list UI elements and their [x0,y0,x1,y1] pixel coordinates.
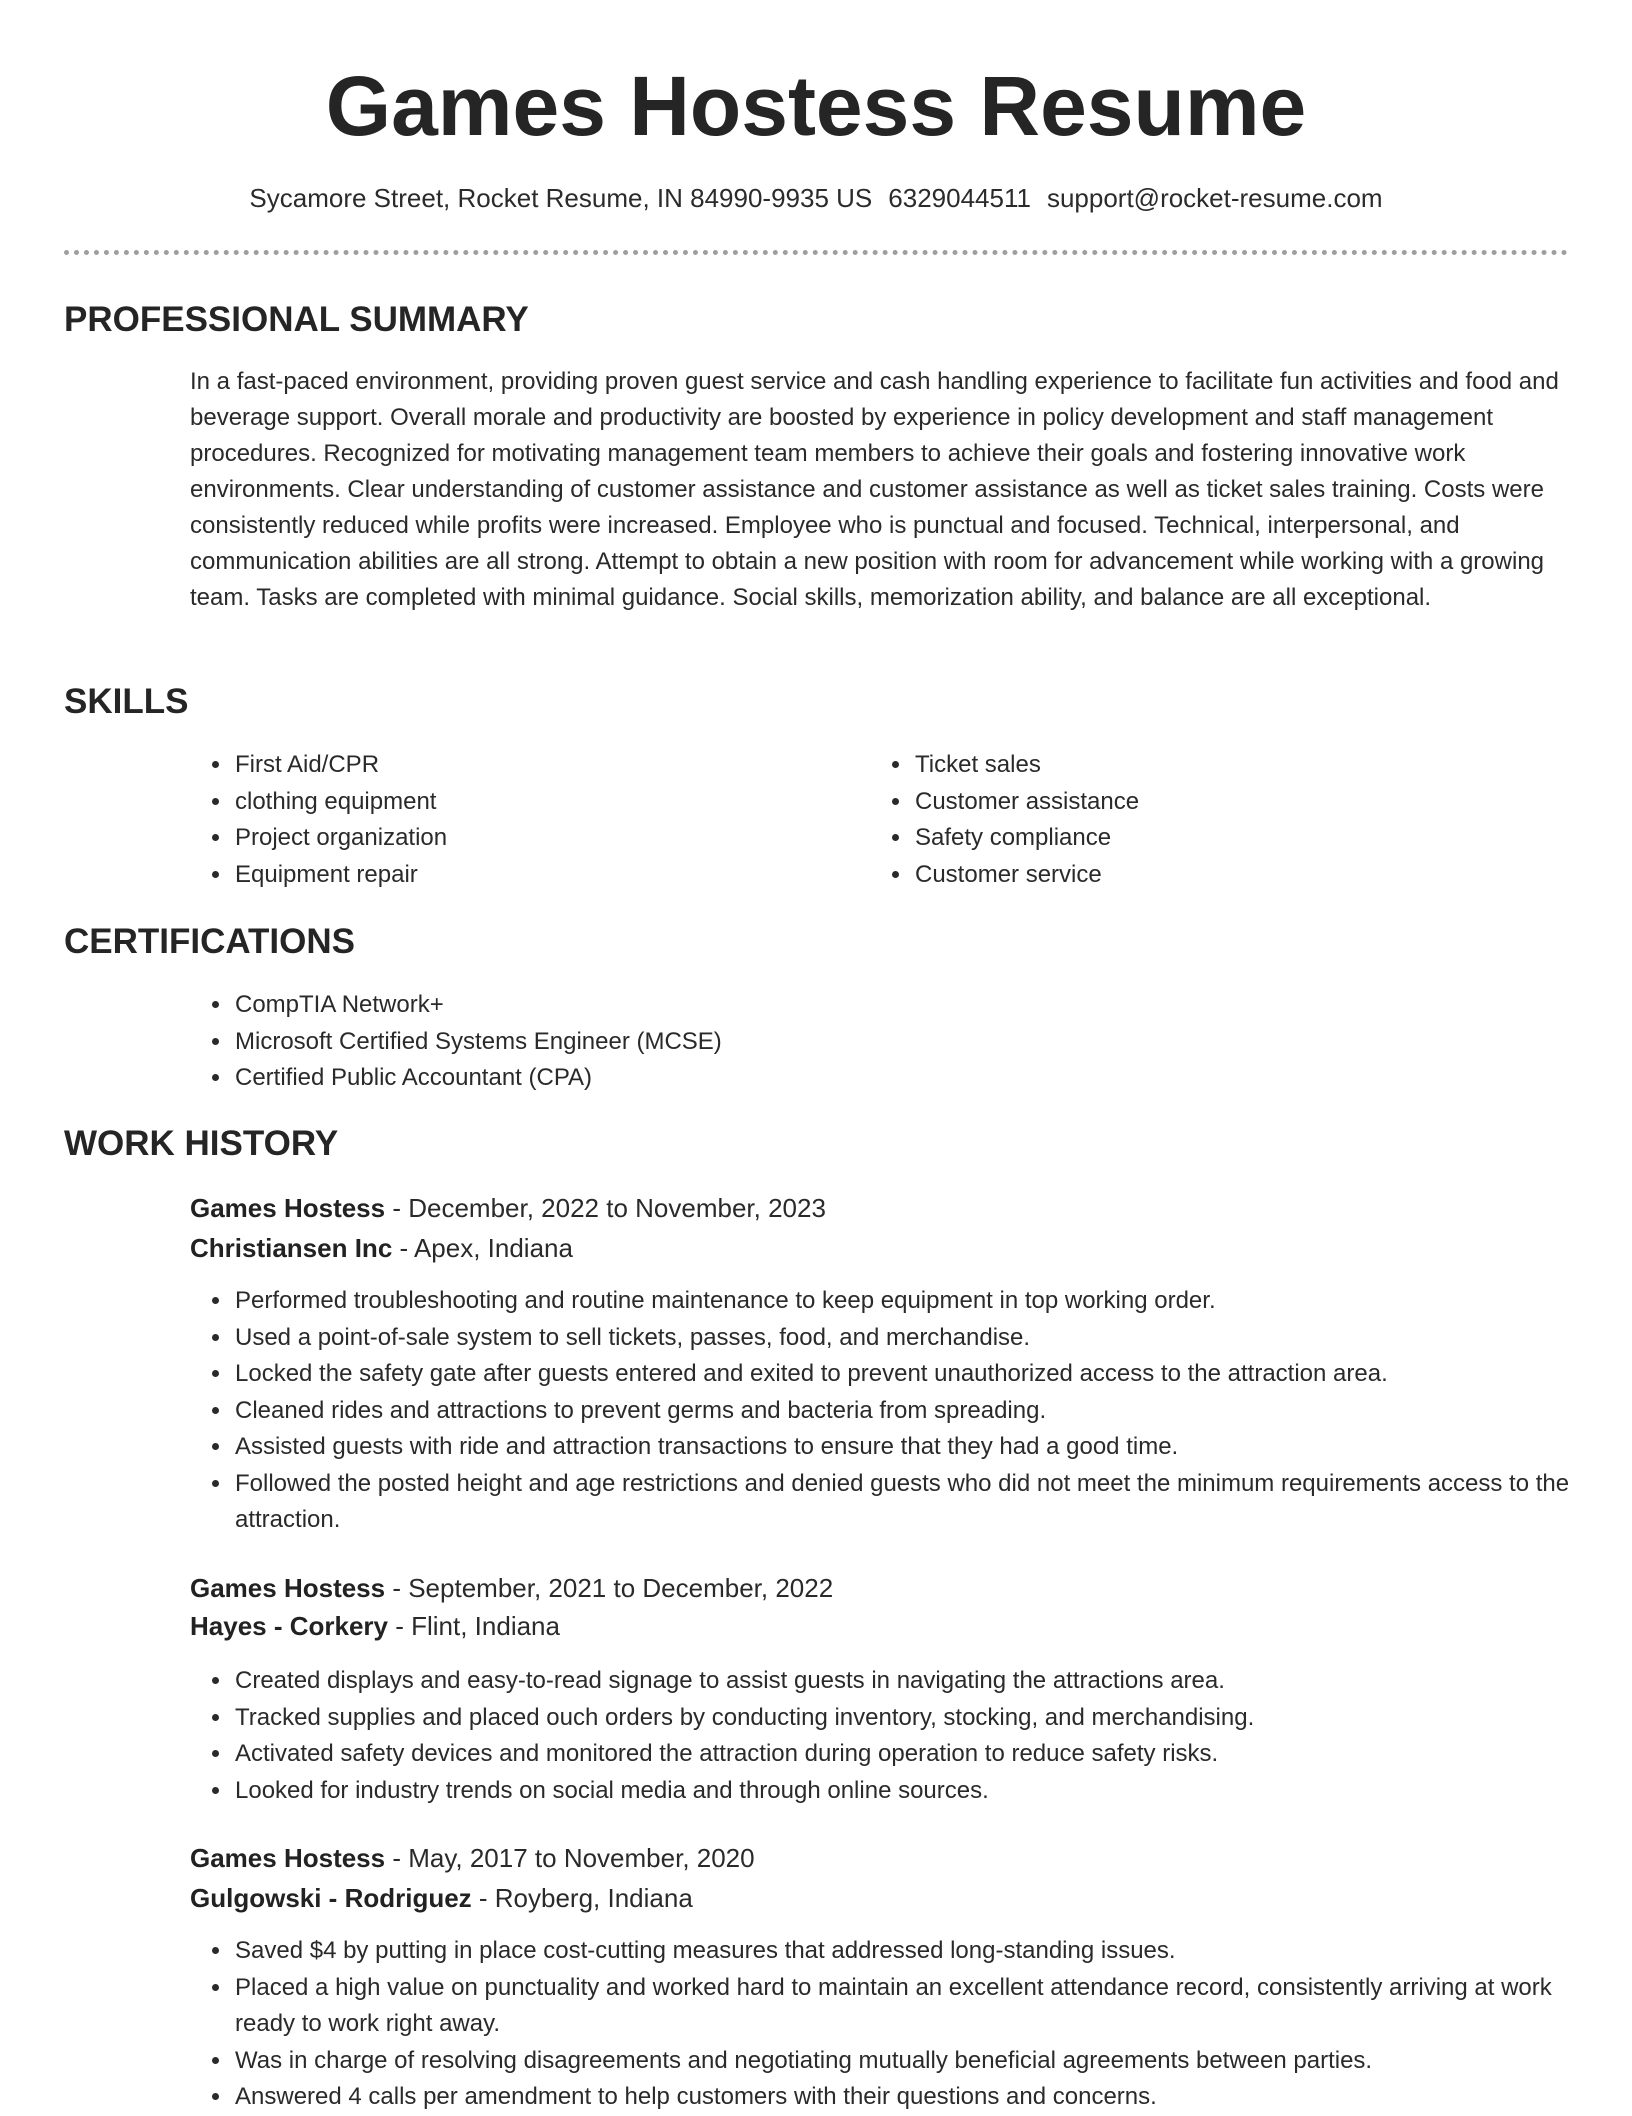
skill-item: • Ticket sales [913,747,1513,784]
job-duties-list [190,1933,1613,2116]
header-divider [64,250,1568,255]
job-company-line [190,1607,560,1645]
work-history-heading: WORK HISTORY [64,1124,339,1163]
contact-line [64,180,1568,216]
job-title: Games Hostess [190,1843,386,1873]
job-duty: • Used a point-of-sale system to sell tickets, passes, food, and merchandise. [233,1320,1613,1357]
job-duty: • Locked the safety gate after guests entered and exited to prevent unauthorized access to the attraction area. [233,1356,1613,1393]
skills-heading: SKILLS [64,682,189,721]
job-location: - Royberg, Indiana [471,1883,693,1913]
job-company: Christiansen Inc [190,1233,393,1263]
skill-item: • clothing equipment [233,784,833,821]
job-company-line [190,1229,573,1267]
job-duty: • Activated safety devices and monitored the attraction during operation to reduce safety risks. [233,1736,1613,1773]
job-duty: • Saved $4 by putting in place cost-cutting measures that addressed long-standing issues. [233,1933,1613,1970]
skill-item: • Customer service [913,857,1513,894]
skills-list-right [870,747,1513,893]
job-company: Hayes - Corkery [190,1611,388,1641]
job-duty: • Answered 4 calls per amendment to help customers with their questions and concerns. [233,2079,1613,2116]
skill-item: • Project organization [233,820,833,857]
contact-address: Sycamore Street, Rocket Resume, IN 84990-9935 US [249,183,873,213]
job-title-line [190,1839,755,1877]
job-duty: • Was in charge of resolving disagreements and negotiating mutually beneficial agreements between parties. [233,2043,1613,2080]
resume-title: Games Hostess Resume [325,59,1307,153]
job-duty: • Cleaned rides and attractions to prevent germs and bacteria from spreading. [233,1393,1613,1430]
job-location: - Apex, Indiana [392,1233,573,1263]
job-dates: - December, 2022 to November, 2023 [385,1193,826,1223]
job-title: Games Hostess [190,1193,386,1223]
job-duty: • Placed a high value on punctuality and worked hard to maintain an excellent attendance record, consistently arriving at work ready to work right away. [233,1970,1613,2043]
job-company: Gulgowski - Rodriguez [190,1883,472,1913]
skill-item: • Equipment repair [233,857,833,894]
skill-item: • Customer assistance [913,784,1513,821]
job-title: Games Hostess [190,1573,386,1603]
job-duty: • Followed the posted height and age restrictions and denied guests who did not meet the minimum requirements access to the attraction. [233,1466,1613,1539]
job-company-line [190,1879,693,1917]
certification-item: • Certified Public Accountant (CPA) [233,1060,1533,1097]
certification-item: • CompTIA Network+ [233,987,1533,1024]
skill-item: • Safety compliance [913,820,1513,857]
skills-list-left [190,747,833,893]
job-title-line [190,1569,833,1607]
job-dates: - September, 2021 to December, 2022 [385,1573,834,1603]
job-duty: • Assisted guests with ride and attraction transactions to ensure that they had a good time. [233,1429,1613,1466]
job-duties-list [190,1283,1613,1539]
job-duty: • Tracked supplies and placed ouch orders by conducting inventory, stocking, and merchandising. [233,1700,1613,1737]
job-duty: • Looked for industry trends on social media and through online sources. [233,1773,1613,1810]
skill-item: • First Aid/CPR [233,747,833,784]
job-duties-list [190,1663,1613,1809]
contact-email: support@rocket-resume.com [1046,183,1383,213]
summary-heading: PROFESSIONAL SUMMARY [64,300,529,339]
summary-text: In a fast-paced environment, providing proven guest service and cash handling experience to facilitate fun activities and food and beverage support. Overall morale and productivity are boosted by experience in policy development and staff management procedures. Recognized for motivating management team members to achieve their goals and fostering innovative work environments. Clear understanding of customer assistance and customer assistance as well as ticket sales training. Costs were consistently reduced while profits were increased. Employee who is punctual and focused. Technical, interpersonal, and communication abilities are all strong. Attempt to obtain a new position with room for advancement while working with a growing team. Tasks are completed with minimal guidance. Social skills, memorization ability, and balance are all exceptional. [190,368,1559,611]
job-duty: • Performed troubleshooting and routine maintenance to keep equipment in top working order. [233,1283,1613,1320]
job-dates: - May, 2017 to November, 2020 [385,1843,755,1873]
job-location: - Flint, Indiana [388,1611,560,1641]
job-title-line [190,1189,826,1227]
certification-item: • Microsoft Certified Systems Engineer (MCSE) [233,1024,1533,1061]
certifications-heading: CERTIFICATIONS [64,922,356,961]
contact-phone: 6329044511 [888,183,1031,213]
job-duty: • Created displays and easy-to-read signage to assist guests in navigating the attractions area. [233,1663,1613,1700]
certifications-list [190,987,1533,1097]
